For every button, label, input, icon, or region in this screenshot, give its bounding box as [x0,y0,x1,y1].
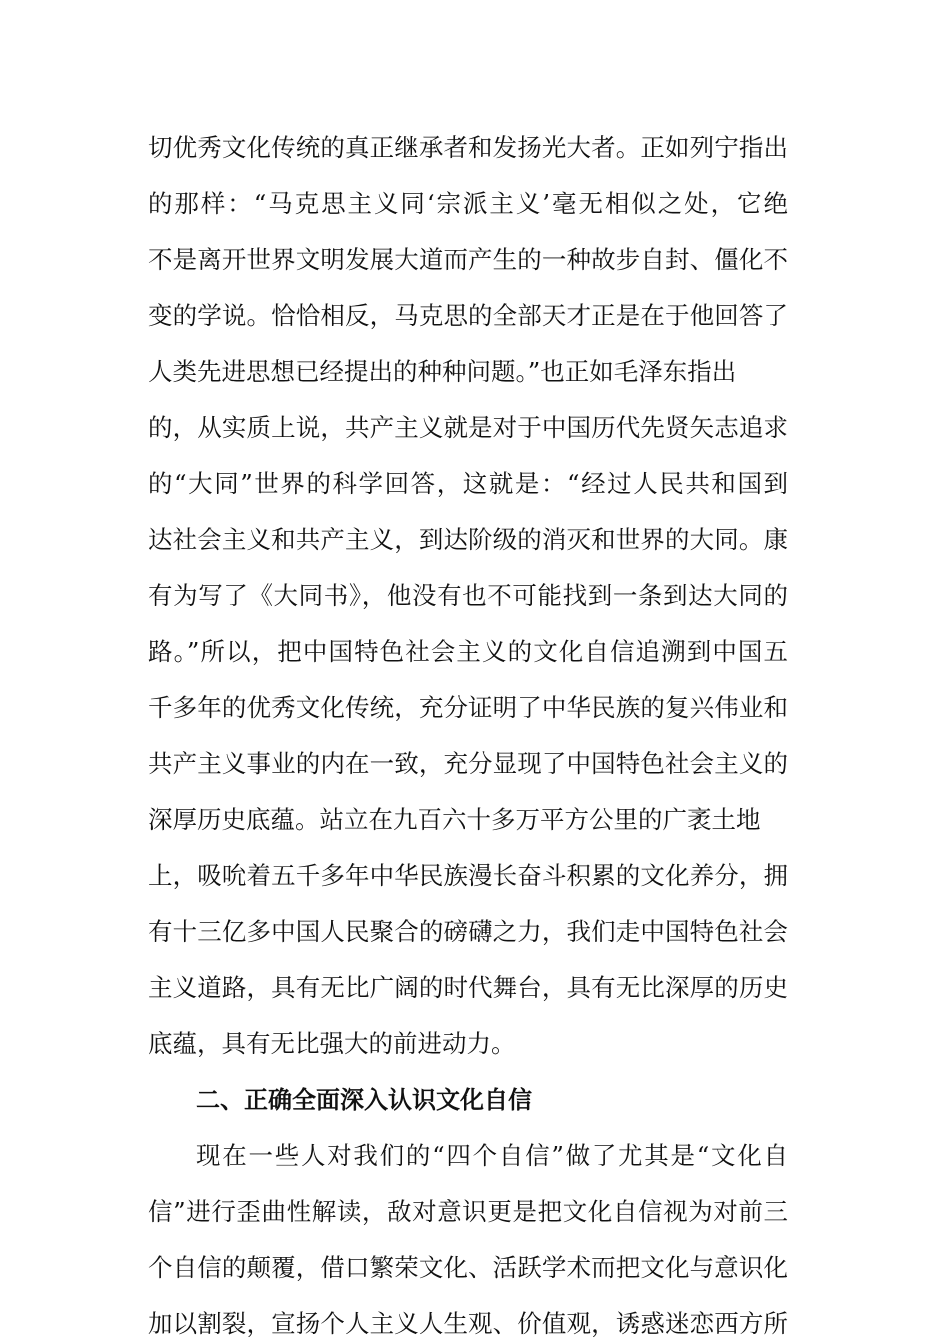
body-line: 切优秀文化传统的真正继承者和发扬光大者。正如列宁指出 [148,133,788,162]
body-line: 有十三亿多中国人民聚合的磅礴之力，我们走中国特色社会 [148,917,788,946]
body-line: 达社会主义和共产主义，到达阶级的消灭和世界的大同。康 [148,525,788,554]
section-heading: 二、正确全面深入认识文化自信 [196,1086,532,1114]
body-line: 变的学说。恰恰相反，马克思的全部天才正是在于他回答了 [148,301,788,330]
body-line: 信”进行歪曲性解读，敌对意识更是把文化自信视为对前三 [148,1197,788,1226]
body-line: 个自信的颠覆，借口繁荣文化、活跃学术而把文化与意识化 [148,1253,788,1282]
body-line: 的“大同”世界的科学回答，这就是：“经过人民共和国到 [148,469,788,498]
body-line: 的那样：“马克思主义同‘宗派主义’毫无相似之处，它绝 [148,189,788,218]
body-line: 千多年的优秀文化传统，充分证明了中华民族的复兴伟业和 [148,693,788,722]
body-line: 的，从实质上说，共产主义就是对于中国历代先贤矢志追求 [148,413,788,442]
body-line: 上，吸吮着五千多年中华民族漫长奋斗积累的文化养分，拥 [148,861,788,890]
body-line: 不是离开世界文明发展大道而产生的一种故步自封、僵化不 [148,245,788,274]
body-line: 现在一些人对我们的“四个自信”做了尤其是“文化自 [196,1141,788,1170]
body-line: 加以割裂，宣扬个人主义人生观、价值观，诱惑迷恋西方所 [148,1309,788,1338]
body-line: 共产主义事业的内在一致，充分显现了中国特色社会主义的 [148,749,788,778]
body-line: 有为写了《大同书》，他没有也不可能找到一条到达大同的 [148,581,788,610]
body-line: 路。”所以，把中国特色社会主义的文化自信追溯到中国五 [148,637,788,666]
body-line: 主义道路，具有无比广阔的时代舞台，具有无比深厚的历史 [148,973,788,1002]
body-line: 深厚历史底蕴。站立在九百六十多万平方公里的广袤土地 [148,805,761,834]
body-line: 底蕴，具有无比强大的前进动力。 [148,1029,516,1058]
body-line: 人类先进思想已经提出的种种问题。”也正如毛泽东指出 [148,357,737,386]
